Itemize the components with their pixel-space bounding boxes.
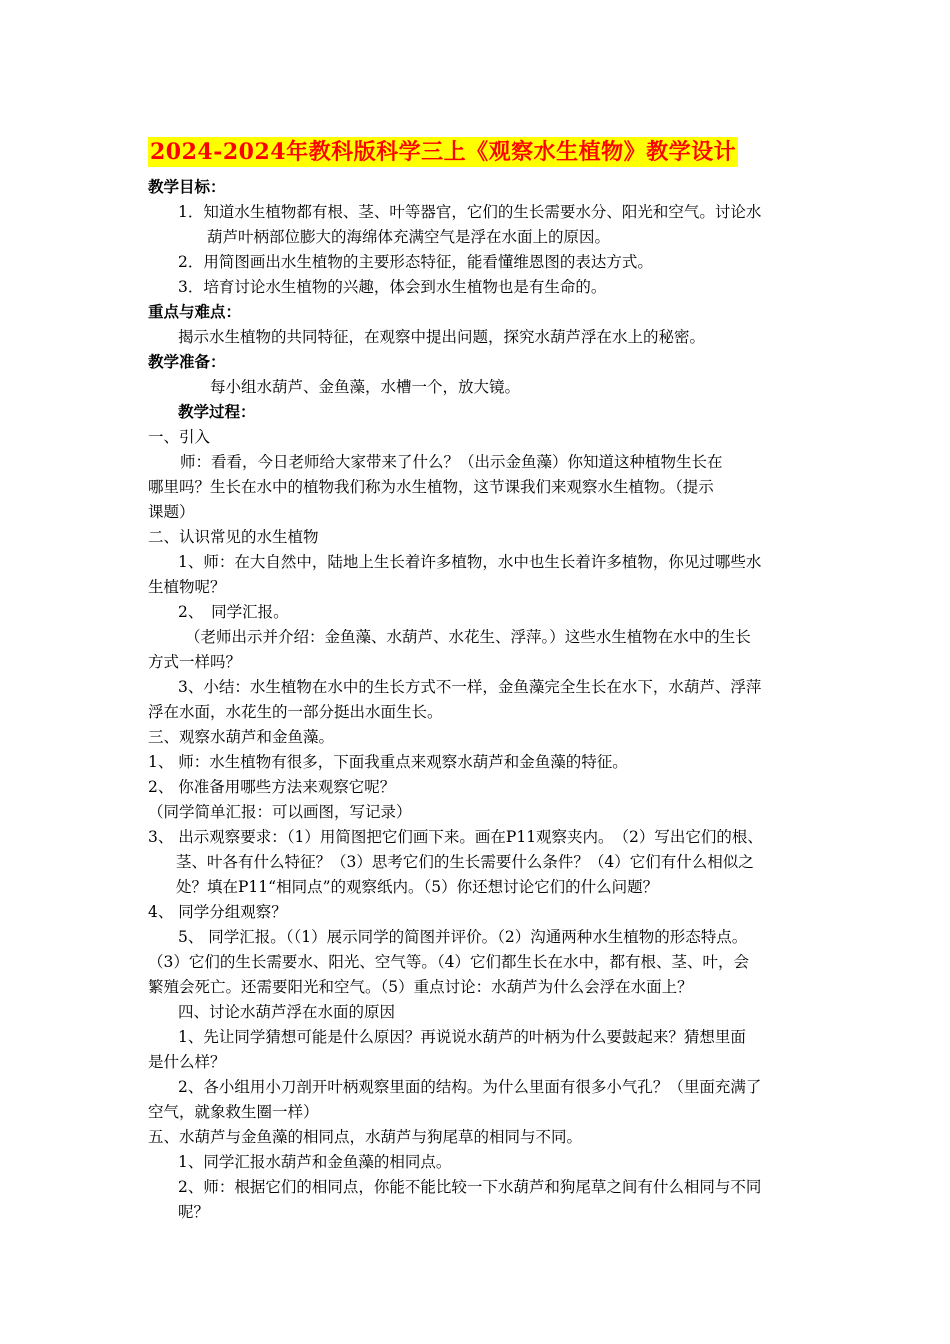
body-text-line: 哪里吗？生长在水中的植物我们称为水生植物，这节课我们来观察水生植物。（提示 (148, 478, 714, 496)
body-text-line: 方式一样吗？ (148, 653, 242, 671)
section-heading: 教学准备： (148, 352, 226, 371)
body-text-line: 1．知道水生植物都有根、茎、叶等器官，它们的生长需要水分、阳光和空气。讨论水 (178, 203, 762, 221)
body-text-line: 茎、叶各有什么特征？（3）思考它们的生长需要什么条件？（4）它们有什么相似之 (176, 853, 754, 871)
body-text-line: 二、认识常见的水生植物 (148, 528, 319, 546)
body-text-line: 1、 师：水生植物有很多，下面我重点来观察水葫芦和金鱼藻的特征。 (148, 753, 628, 771)
body-text-line: 三、观察水葫芦和金鱼藻。 (148, 728, 335, 746)
body-text-line: 葫芦叶柄部位膨大的海绵体充满空气是浮在水面上的原因。 (207, 228, 611, 246)
body-text-line: 4、 同学分组观察？ (148, 903, 287, 921)
body-text-line: 3、小结：水生植物在水中的生长方式不一样，金鱼藻完全生长在水下，水葫芦、浮萍 (178, 678, 762, 696)
body-text-line: 四、讨论水葫芦浮在水面的原因 (178, 1003, 396, 1021)
body-text-line: 是什么样？ (148, 1053, 226, 1071)
section-heading: 教学过程： (178, 402, 256, 421)
body-text-line: 1、先让同学猜想可能是什么原因？再说说水葫芦的叶柄为什么要鼓起来？猜想里面 (178, 1028, 746, 1046)
body-text-line: 呢？ (178, 1203, 210, 1221)
body-text-line: 3、 出示观察要求：（1）用简图把它们画下来。画在P11观察夹内。 （2）写出它们的根、 (148, 828, 763, 846)
body-text-line: 师：看看，今日老师给大家带来了什么？（出示金鱼藻）你知道这种植物生长在 (180, 453, 723, 471)
body-text-line: 一、引入 (148, 428, 211, 446)
section-heading: 重点与难点： (148, 302, 242, 321)
body-text-line: （同学简单汇报：可以画图，写记录） (148, 803, 412, 821)
body-text-line: 2、各小组用小刀剖开叶柄观察里面的结构。为什么里面有很多小气孔？（里面充满了 (178, 1078, 762, 1096)
body-text-line: 空气，就象救生圈一样） (148, 1103, 319, 1121)
body-text-line: 3．培育讨论水生植物的兴趣，体会到水生植物也是有生命的。 (178, 278, 607, 296)
body-text-line: 处？填在P11“相同点”的观察纸内。（5）你还想讨论它们的什么问题？ (176, 878, 659, 896)
section-heading: 教学目标： (148, 177, 226, 196)
body-text-line: 繁殖会死亡。还需要阳光和空气。（5）重点讨论：水葫芦为什么会浮在水面上？ (148, 978, 693, 996)
body-text-line: （3）它们的生长需要水、阳光、空气等。（4）它们都生长在水中，都有根、茎、叶，会 (148, 953, 749, 971)
body-text-line: 每小组水葫芦、金鱼藻，水槽一个，放大镜。 (210, 378, 521, 396)
body-text-line: 5、 同学汇报。（（1）展示同学的简图并评价。（2）沟通两种水生植物的形态特点。 (178, 928, 748, 946)
body-text-line: 2．用简图画出水生植物的主要形态特征，能看懂维恩图的表达方式。 (178, 253, 653, 271)
body-text-line: （老师出示并介绍：金鱼藻、水葫芦、水花生、浮萍。）这些水生植物在水中的生长 (185, 628, 751, 646)
body-text-line: 2、师：根据它们的相同点，你能不能比较一下水葫芦和狗尾草之间有什么相同与不同 (178, 1178, 762, 1196)
body-text-line: 2、 同学汇报。 (178, 603, 289, 621)
body-text-line: 浮在水面，水花生的一部分挺出水面生长。 (148, 703, 443, 721)
body-text-line: 生植物呢？ (148, 578, 226, 596)
body-text-line: 五、水葫芦与金鱼藻的相同点，水葫芦与狗尾草的相同与不同。 (148, 1128, 583, 1146)
body-text-line: 1、师：在大自然中，陆地上生长着许多植物，水中也生长着许多植物，你见过哪些水 (178, 553, 762, 571)
body-text-line: 揭示水生植物的共同特征，在观察中提出问题，探究水葫芦浮在水上的秘密。 (178, 328, 706, 346)
body-text-line: 2、 你准备用哪些方法来观察它呢？ (148, 778, 396, 796)
document-title: 2024-2024年教科版科学三上《观察水生植物》教学设计 (150, 139, 737, 165)
body-text-line: 课题） (148, 503, 195, 521)
body-text-line: 1、同学汇报水葫芦和金鱼藻的相同点。 (178, 1153, 452, 1171)
